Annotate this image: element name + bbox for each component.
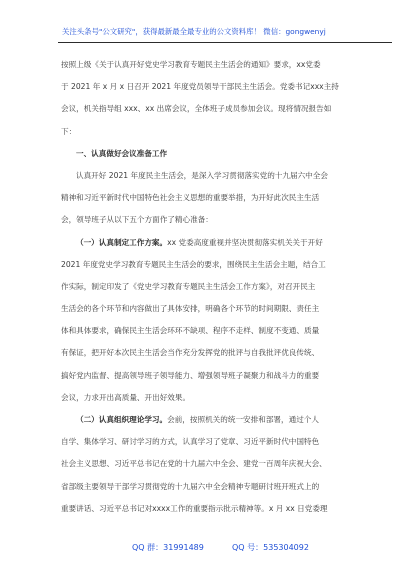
footer [0,541,408,555]
body-line [61,320,367,342]
line-text: 社会主义思想、习近平总书记在党的十九届六中全会、建党一百周年庆祝大会、 [61,459,327,469]
line-text: 于 2021 年 x 月 x 日召开 2021 年度党员领导干部民主生活会。党委书记xxx主持 [61,82,339,92]
line-text: 体和具体要求，确保民主生活会环环不缺项、程序不走样、制度不变通、质量 [61,326,320,336]
line-text: 会前，按照机关的统一安排和部署，通过个人 [167,415,319,424]
body-line [61,209,367,231]
line-text: 搞好党内监督、提高领导班子领导能力、增强领导班子凝聚力和战斗力的重要 [61,370,320,380]
section-heading [61,143,367,165]
body-line [61,76,367,98]
subsection-lead: （二）认真组织理论学习。 [76,415,168,424]
body-line [61,476,367,498]
line-text: 认真开好 2021 年度民主生活会，是深入学习贯彻落实党的十九届六中全会 [76,170,328,180]
line-text: 生活会的各个环节和内容做出了具体安排，明确各个环节的时间期限、责任主 [61,304,320,314]
body-line [61,98,367,120]
line-text: 精神和习近平新时代中国特色社会主义思想的重要举措，为开好此次民主生活 [61,193,320,203]
body-line [61,365,367,387]
line-text: 下： [61,126,77,136]
header-rule [58,42,392,43]
line-text: 省部级主要领导干部学习贯彻党的十九届六中全会精神专题研讨班开班式上的 [61,481,320,491]
line-text: 一、认真做好会议准备工作 [76,148,168,158]
body-line [61,232,367,254]
line-text: 重要讲话、习近平总书记对xxxx工作的重要指示批示精神等。x 月 xx 日党委理 [61,503,328,513]
line-text: 会议，力求开出高质量、开出好效果。 [61,392,191,402]
document-body [61,54,367,520]
body-line [61,431,367,453]
body-line [61,298,367,320]
body-line [61,342,367,364]
line-text: 有保证，把开好本次民主生活会当作充分发挥党的批评与自我批评优良传统、 [61,348,320,358]
body-line [61,498,367,520]
body-line [61,453,367,475]
line-text: 自学、集体学习、研讨学习的方式，认真学习了党章、习近平新时代中国特色 [61,437,320,447]
body-line [61,54,367,76]
body-line [61,165,367,187]
source-banner: 关注头条号"公文研究"，获得最新最全最专业的公文资料库！ 微信：gongwenyj [62,27,326,36]
body-line [61,276,367,298]
line-text: 作实际，制定印发了《党史学习教育专题民主生活会工作方案》，对召开民主 [61,281,316,291]
line-text: 会议，机关指导组 xxx、xx 出席会议，全体班子成员参加会议。现将情况报告如 [61,104,332,114]
line-text: 按照上级《关于认真开好党史学习教育专题民主生活会的通知》要求，xx党委 [61,60,321,69]
body-line [61,121,367,143]
subsection-lead: （一）认真制定工作方案。 [76,237,168,247]
line-text: 2021 年度党史学习教育专题民主生活会的要求，围绕民主生活会主题，结合工 [61,259,326,269]
body-line [61,409,367,431]
qq-group-number: QQ 群：31991489 [132,543,204,552]
body-line [61,387,367,409]
line-text: 会，领导班子从以下五个方面作了精心准备： [61,215,213,225]
body-line [61,254,367,276]
line-text: xx 党委高度重视并坚决贯彻落实机关关于开好 [167,237,323,247]
body-line [61,187,367,209]
qq-account-number: QQ 号：535304092 [232,543,309,552]
